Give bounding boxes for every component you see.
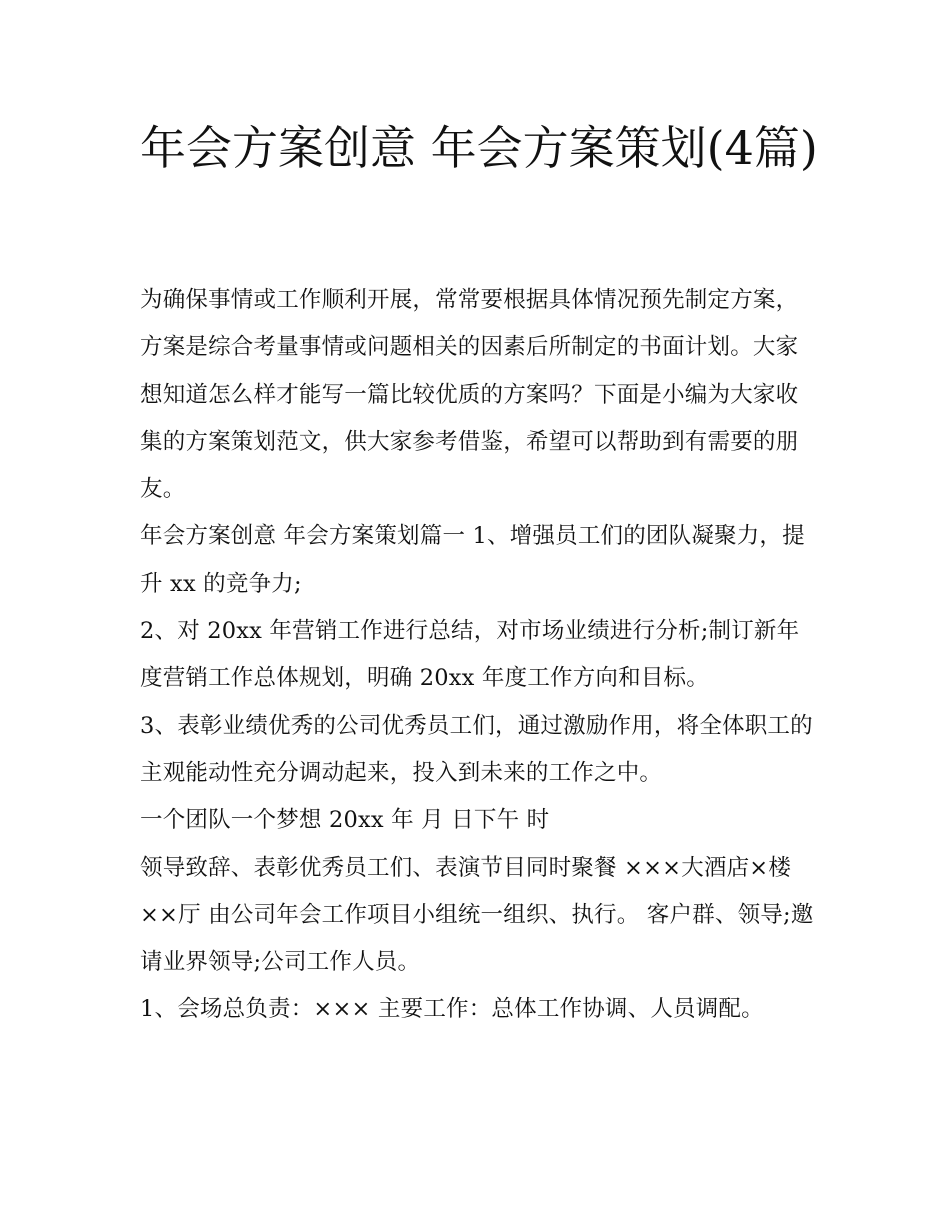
goal-two-paragraph: 2、对 20xx 年营销工作进行总结，对市场业绩进行分析;制订新年度营销工作总体规划，明确 20xx 年度工作方向和目标。 (140, 618, 800, 692)
venue-lead-paragraph: 1、会场总负责：××× 主要工作：总体工作协调、人员调配。 (140, 996, 764, 1023)
agenda-venue-paragraph: 领导致辞、表彰优秀员工们、表演节目同时聚餐 ×××大酒店×楼××厅 由公司年会工作项目小组统一组织、执行。 客户群、领导;邀请业界领导;公司工作人员。 (140, 854, 814, 976)
document-body (140, 277, 820, 1034)
section-one-paragraph: 年会方案创意 年会方案策划篇一 1、增强员工们的团队凝聚力，提升 xx 的竞争力; (140, 523, 805, 597)
goal-three-paragraph: 3、表彰业绩优秀的公司优秀员工们，通过激励作用，将全体职工的主观能动性充分调动起来，投入到未来的工作之中。 (140, 712, 813, 786)
intro-paragraph: 为确保事情或工作顺利开展，常常要根据具体情况预先制定方案，方案是综合考量事情或问题相关的因素后所制定的书面计划。大家想知道怎么样才能写一篇比较优质的方案吗？下面是小编为大家收集的方案策划范文，供大家参考借鉴，希望可以帮助到有需要的朋友。 (140, 287, 799, 503)
document-title: 年会方案创意 年会方案策划(4篇) (140, 121, 818, 175)
theme-time-paragraph: 一个团队一个梦想 20xx 年 月 日下午 时 (140, 807, 550, 834)
